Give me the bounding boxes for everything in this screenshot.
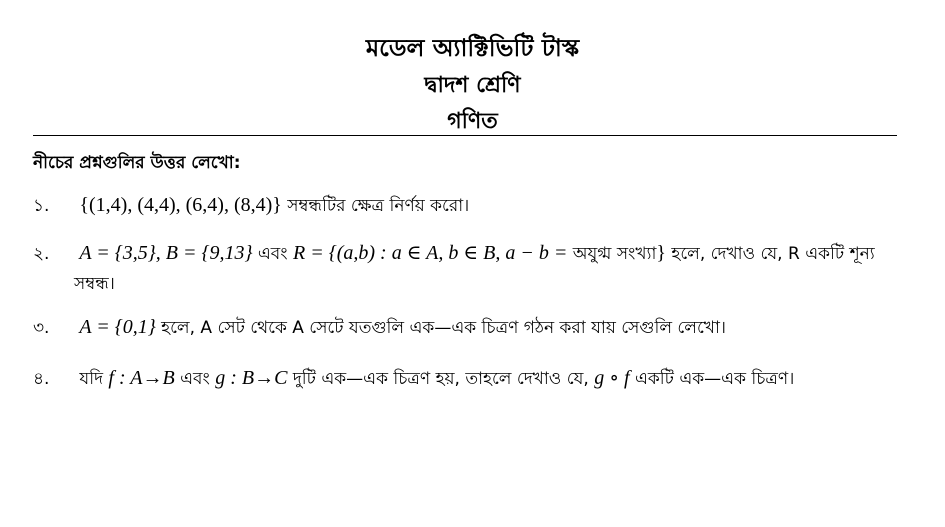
question-text-odd: অযুগ্ম সংখ্যা <box>572 244 657 264</box>
question-text: হলে, A সেট থেকে A সেটে যতগুলি এক—এক চিত্রণ গঠন করা যায় সেগুলি লেখো। <box>161 318 726 338</box>
question-math-g: g : B→C <box>215 367 288 389</box>
question-text-if: যদি <box>79 369 103 389</box>
instruction-text: নীচের প্রশ্নগুলির উত্তর লেখো: <box>33 153 241 173</box>
question-text-mid: দুটি এক—এক চিত্রণ হয়, তাহলে দেখাও যে, <box>292 369 589 389</box>
question-text-rest: হলে, দেখাও যে, R একটি শূন্য <box>671 244 875 264</box>
question-text-end: একটি এক—এক চিত্রণ। <box>634 369 795 389</box>
document-title: মডেল অ্যাক্টিভিটি টাস্ক <box>365 34 580 62</box>
question-text-and: এবং <box>180 369 210 389</box>
question-math-close: } <box>656 242 667 264</box>
question-text-and: এবং <box>257 244 288 264</box>
question-math-f: f : A→B <box>108 367 175 389</box>
question-1 <box>33 190 469 221</box>
question-2-continuation: সম্বন্ধ। <box>74 274 115 294</box>
question-math-sets: A = {3,5}, B = {9,13} <box>79 242 253 264</box>
question-4 <box>33 363 794 394</box>
class-heading: দ্বাদশ শ্রেণি <box>424 73 521 98</box>
question-text: সম্বন্ধটির ক্ষেত্র নির্ণয় করো। <box>287 196 470 216</box>
question-math-composition: g ∘ f <box>594 367 630 389</box>
question-math-relation: R = {(a,b) : a ∈ A, b ∈ B, a − b = <box>293 242 568 264</box>
question-number: ৪. <box>33 369 50 389</box>
subject-heading: গণিত <box>447 109 498 134</box>
question-3 <box>33 312 726 343</box>
header-divider <box>33 135 897 136</box>
question-math: A = {0,1} <box>79 316 156 338</box>
question-math: {(1,4), (4,4), (6,4), (8,4)} <box>79 194 282 216</box>
question-number: ২. <box>33 244 50 264</box>
question-number: ৩. <box>33 318 50 338</box>
question-number: ১. <box>33 196 50 216</box>
question-2 <box>33 238 875 269</box>
